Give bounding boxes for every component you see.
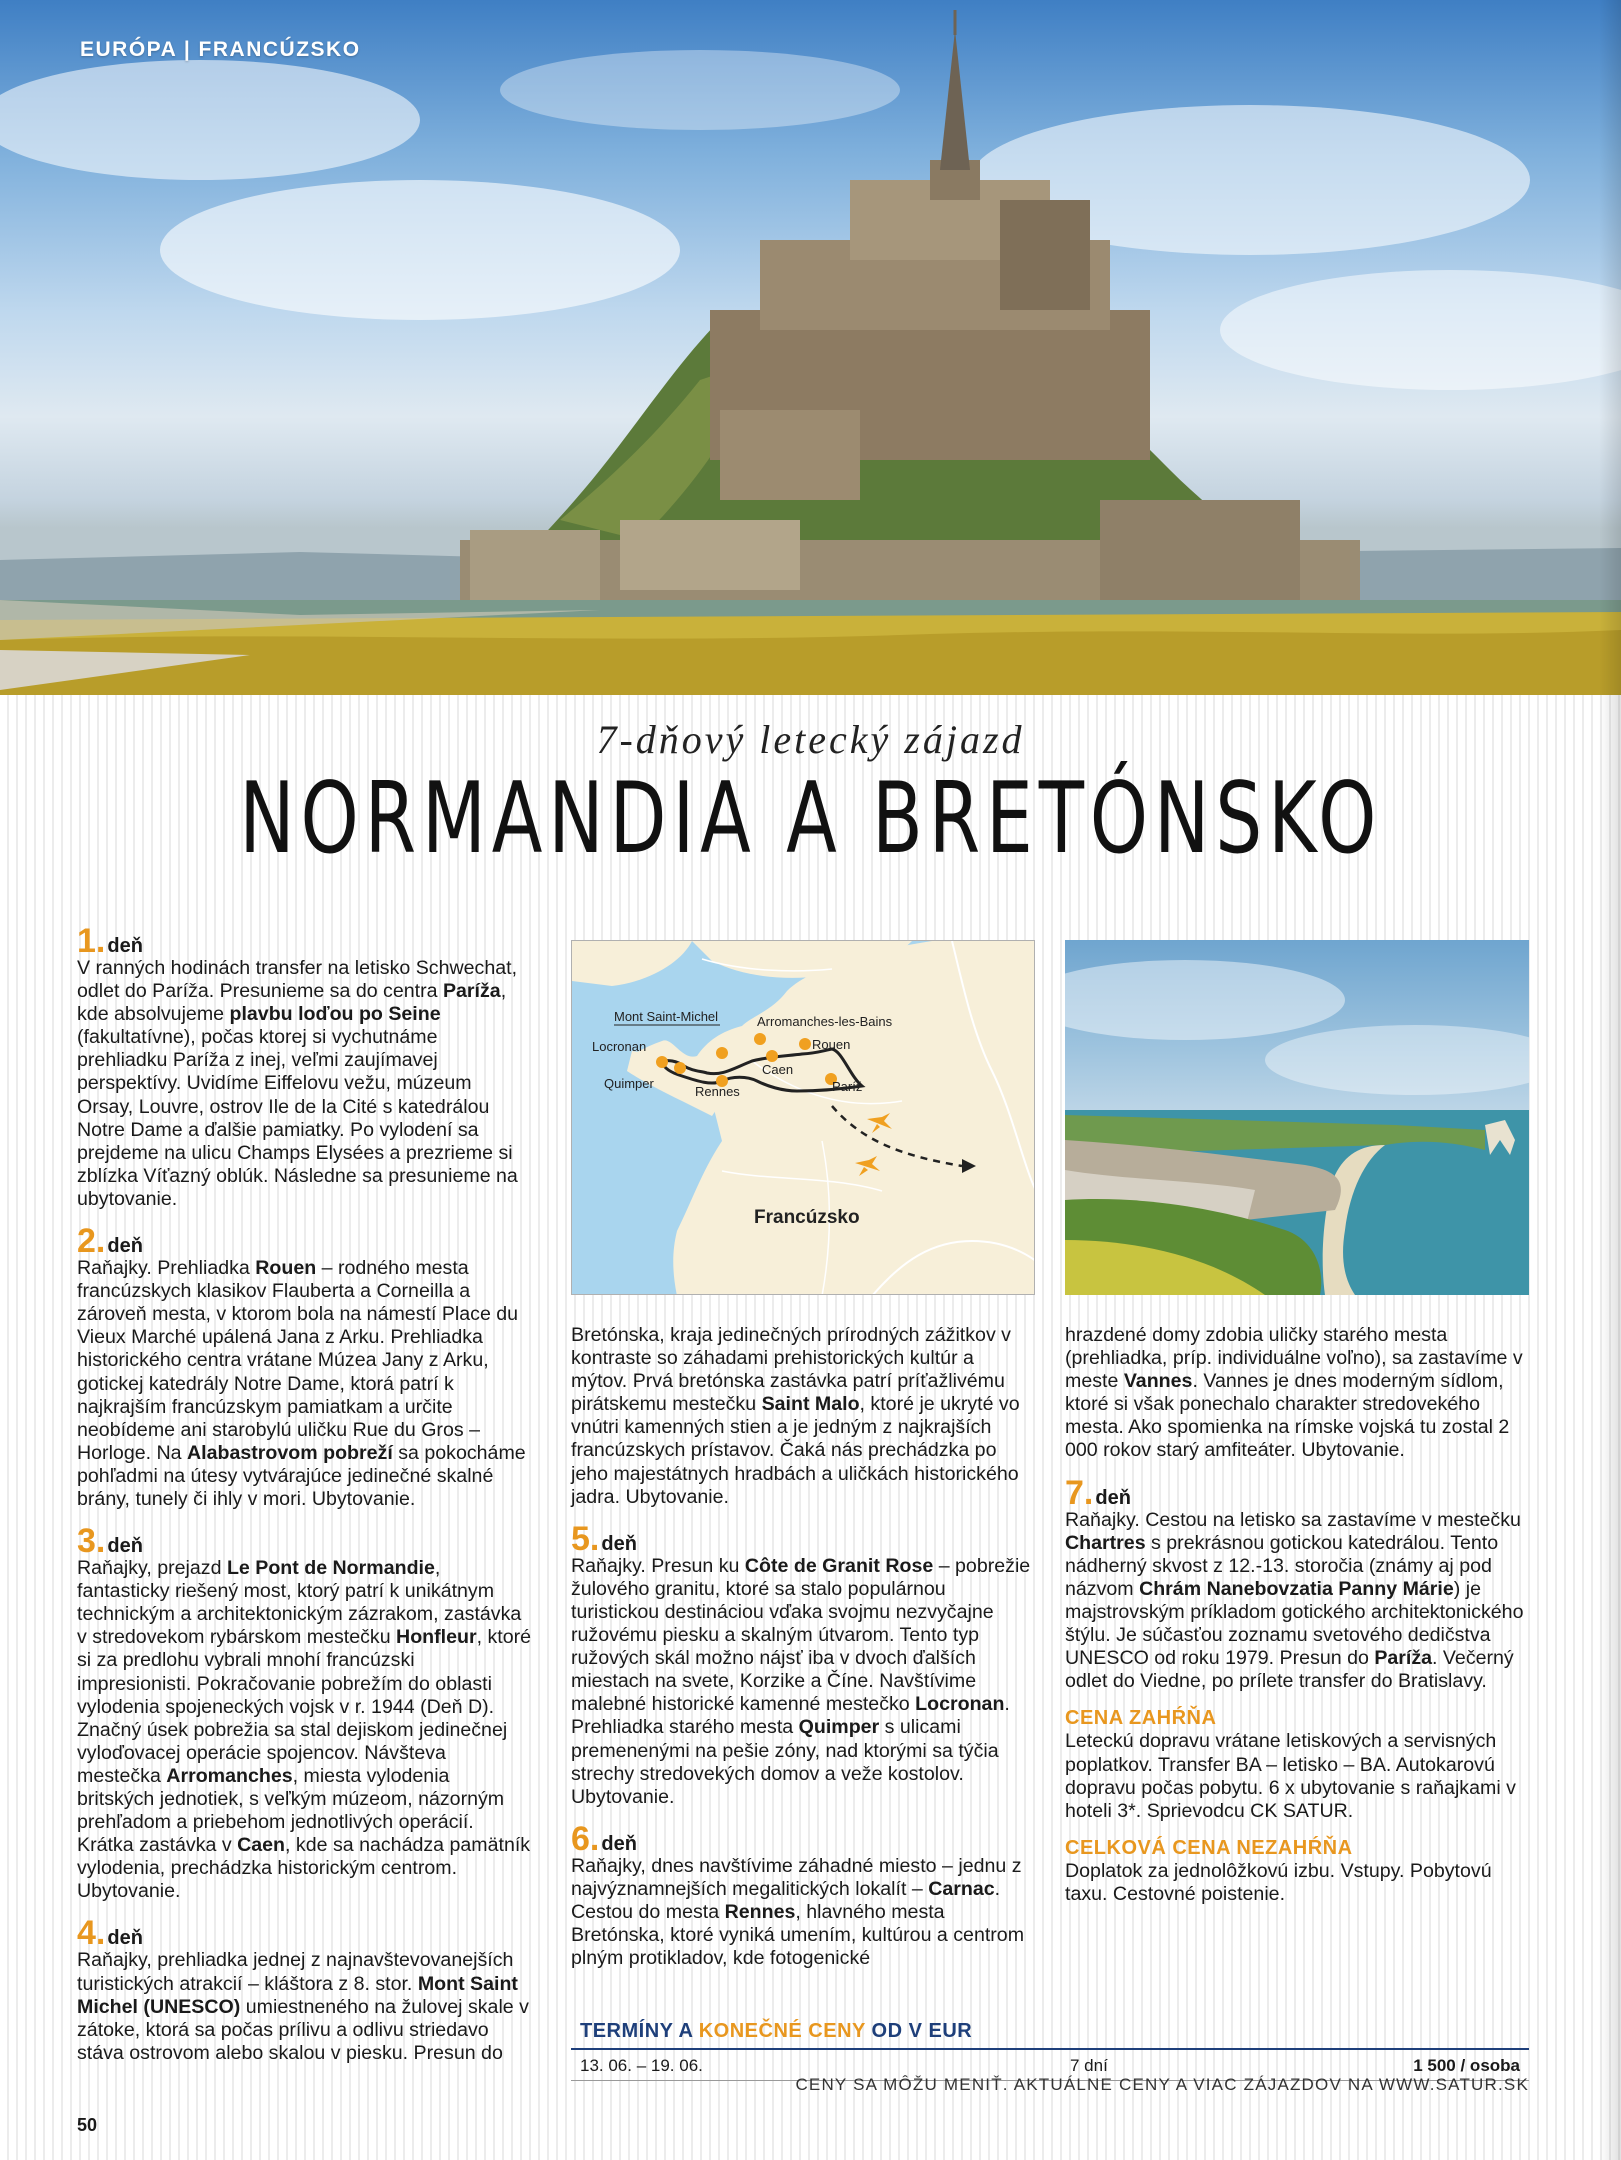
- price-included-heading: CENA ZAHŔŇA: [1065, 1707, 1217, 1730]
- day-1: [77, 922, 532, 1211]
- map-label-mont-saint-michel: Mont Saint-Michel: [614, 1009, 719, 1024]
- day-2-heading: [77, 1222, 532, 1261]
- hero-image: [0, 0, 1621, 695]
- day-label: deň: [601, 1532, 637, 1555]
- itinerary-column-3: [1065, 1324, 1530, 1920]
- route-map: [571, 940, 1035, 1295]
- price-included-text: Leteckú dopravu vrátane letiskových a servisných poplatkov. Transfer BA – letisko – BA. Autokarovú dopravu počas pobytu. 6 x ubytovanie s raňajkami v hoteli 3*. Sprievodcu CK SATUR.: [1065, 1730, 1516, 1822]
- itinerary-column-1: [77, 922, 532, 2079]
- terms-table: [571, 2020, 1529, 2081]
- day-6-heading: [571, 1819, 1031, 1858]
- term-length: 7 dní: [1070, 2056, 1108, 2075]
- tour-subtitle: 7-dňový letecký zájazd: [596, 717, 1025, 762]
- day-7-heading: [1065, 1473, 1530, 1512]
- day-number: 4.: [77, 1914, 106, 1953]
- footer-note: CENY SA MÔŽU MENIŤ. AKTUÁLNE CENY A VIAC ZÁJAZDOV NA WWW.SATUR.SK: [795, 2075, 1529, 2094]
- day-4: [77, 1914, 532, 2064]
- map-label-quimper: Quimper: [604, 1076, 654, 1091]
- day-label: deň: [107, 1235, 143, 1258]
- etretat-photo: [1065, 940, 1529, 1295]
- term-dates: 13. 06. – 19. 06.: [580, 2056, 703, 2075]
- day-5-heading: [571, 1519, 1031, 1558]
- coast-illustration: [1065, 940, 1529, 1295]
- day-number: 1.: [77, 922, 106, 960]
- day-3-text: Raňajky, prejazd Le Pont de Normandie, fantasticky riešený most, ktorý patrí k unikátnym technickým a architektonickým zázrakom, zastávka v stredovekom rybárskom mestečku Honfleur, ktoré si za predlohu vybrali mnohí francúzski impresionisti. Pokračovanie pobrežím do oblasti vylodenia spojeneckých vojsk v r. 1944 (Deň D). Značný úsek pobrežia sa stal dejiskom jedinečnej vyloďovacej operácie spojencov. Návšteva mestečka Arromanches, miesta vylodenia britských jednotiek, s veľkým múzeom, názorným prehľadom a priebehom jednotlivých operácií. Krátka zastávka v Caen, kde sa nachádza pamätník vylodenia, prechádzka historickým centrom. Ubytovanie.: [77, 1557, 532, 1903]
- day-3: [77, 1522, 532, 1903]
- day-2: [77, 1222, 532, 1511]
- map-stop-mont-saint-michel: [716, 1047, 728, 1059]
- page-edge-shadow: [1599, 0, 1621, 2160]
- region-breadcrumb: EURÓPA | FRANCÚZSKO: [80, 38, 361, 61]
- day-label: deň: [107, 1535, 143, 1558]
- map-label-rennes: Rennes: [695, 1084, 740, 1099]
- day-label: deň: [107, 1927, 143, 1950]
- day-7: [1065, 1473, 1530, 1694]
- terms-heading: TERMÍNY A KONEČNÉ CENY OD V EUR: [580, 2020, 973, 2042]
- map-stop-quimper: [656, 1056, 668, 1068]
- map-label-paris: Paríž: [832, 1079, 863, 1094]
- price-excluded-heading: CELKOVÁ CENA NEZAHŔŇA: [1065, 1836, 1353, 1859]
- day-number: 6.: [571, 1819, 600, 1858]
- day-number: 5.: [571, 1519, 600, 1558]
- day-label: deň: [601, 1832, 637, 1855]
- map-illustration: [572, 941, 1035, 1295]
- day-3-heading: [77, 1522, 532, 1561]
- map-stop-caen: [766, 1050, 778, 1062]
- day-number: 2.: [77, 1222, 106, 1261]
- day-6: [571, 1819, 1031, 1970]
- itinerary-column-2: [571, 1324, 1031, 1984]
- day-7-text: Raňajky. Cestou na letisko sa zastavíme v mestečku Chartres s prekrásnou gotickou katedrálou. Tento nádherný skvost z 12.-13. storočia (známy aj pod názvom Chrám Nanebovzatia Panny Márie) je majstrovským príkladom gotického architektonického štýlu. Je súčasťou zoznamu svetového dedičstva UNESCO od roku 1979. Presun do Paríža. Večerný odlet do Viedne, po prílete transfer do Bratislavy.: [1065, 1508, 1524, 1693]
- day-4-continued-text: Bretónska, kraja jedinečných prírodných zážitkov v kontraste so záhadami prehistorických kultúr a mýtov. Prvá bretónska zastávka patrí príťažlivému pirátskemu mestečku Saint Malo, ktoré je ukryté vo vnútri kamenných stien a je jedným z najkrajších francúzskych prístavov. Čaká nás prechádzka po jeho majestátnych hradbách a uličkách historického jadra. Ubytovanie.: [571, 1324, 1020, 1508]
- map-label-locronan: Locronan: [592, 1039, 647, 1054]
- day-6-continued-text: hrazdené domy zdobia uličky starého mesta (prehliadka, príp. individuálne voľno), sa zastavíme v meste Vannes. Vannes je dnes moderným sídlom, ktoré si však ponechalo charakter stredovekého mesta. Ako spomienka na rímske vojská tu zostal 2 000 rokov starý amfiteáter. Ubytovanie.: [1065, 1324, 1523, 1462]
- map-label-arromanches: Arromanches-les-Bains: [757, 1014, 893, 1029]
- day-label: deň: [107, 935, 143, 957]
- map-stop-rouen: [799, 1038, 811, 1050]
- map-country-label: Francúzsko: [754, 1207, 860, 1228]
- map-stop-arromanches: [754, 1033, 766, 1045]
- tour-title: NORMANDIA A BRETÓNSKO: [239, 762, 1383, 876]
- map-stop-locronan: [674, 1062, 686, 1074]
- map-label-rouen: Rouen: [812, 1037, 851, 1052]
- day-4-text: Raňajky, prehliadka jednej z najnavštevovanejších turistických atrakcií – kláštora z 8. stor. Mont Saint Michel (UNESCO) umiestneného na žulovej skale v zátoke, ktorá sa počas prílivu a odlivu striedavo stáva ostrovom alebo skalou v piesku. Presun do: [77, 1949, 529, 2064]
- page-number: 50: [77, 2115, 98, 2135]
- term-price: 1 500 / osoba: [1413, 2056, 1520, 2075]
- day-4-heading: [77, 1914, 532, 1953]
- day-2-text: Raňajky. Prehliadka Rouen – rodného mesta francúzskych klasikov Flauberta a Corneilla a zároveň mesta, v ktorom bola na námestí Place du Vieux Marché upálená Jana z Arku. Prehliadka historického centra vrátane Múzea Jany z Arku, gotickej katedrály Notre Dame, ktorá patrí k najkrajším francúzskym pamiatkam a určite neobídeme ani starobylú uličku Rue du Gros – Horloge. Na Alabastrovom pobreží sa pokocháme pohľadmi na útesy vytvárajúce jedinečné skalné brány, tunely či ihly v mori. Ubytovanie.: [77, 1257, 526, 1510]
- day-6-text: Raňajky, dnes navštívime záhadné miesto – jednu z najvýznamnejších megalitických lokalít – Carnac. Cestou do mesta Rennes, hlavného mesta Bretónska, ktoré vyniká umením, kultúrou a centrom plným protikladov, kde fotogenické: [571, 1854, 1025, 1970]
- map-label-caen: Caen: [762, 1062, 794, 1077]
- price-excluded-text: Doplatok za jednolôžkovú izbu. Vstupy. Pobytovú taxu. Cestovné poistenie.: [1065, 1859, 1492, 1905]
- day-1-heading: [77, 922, 532, 960]
- mont-saint-michel-illustration: [0, 0, 1621, 695]
- day-label: deň: [1095, 1486, 1131, 1509]
- day-5-text: Raňajky. Presun ku Côte de Granit Rose – pobrežie žulového granitu, ktoré sa stalo populárnou turistickou destináciou vďaka svojmu nezvyčajne ružovému piesku a skalným útvarom. Tento typ ružových skál možno nájsť iba v dvoch ďalších miestach na svete, Korzike a Číne. Navštívime malebné historické kamenné mestečko Locronan. Prehliadka starého mesta Quimper s ulicami premenenými na pešie zóny, nad ktorými sa týčia strechy stredovekých domov a veže kostolov. Ubytovanie.: [571, 1554, 1031, 1808]
- day-number: 3.: [77, 1522, 106, 1561]
- day-5: [571, 1519, 1031, 1809]
- day-number: 7.: [1065, 1473, 1094, 1512]
- day-1-text: V ranných hodinách transfer na letisko Schwechat, odlet do Paríža. Presunieme sa do centra Paríža, kde absolvujeme plavbu loďou po Seine (fakultatívne), počas ktorej si vychutnáme prehliadku Paríža z inej, veľmi zaujímavej perspektívy. Uvidíme Eiffelovu vežu, múzeum Orsay, Louvre, ostrov Ile de la Cité s katedrálou Notre Dame a ďalšie pamiatky. Po vylodení sa prejdeme na ulicu Champs Elysées a prezrieme si zblízka Víťazný oblúk. Následne sa presunieme na ubytovanie.: [77, 957, 518, 1210]
